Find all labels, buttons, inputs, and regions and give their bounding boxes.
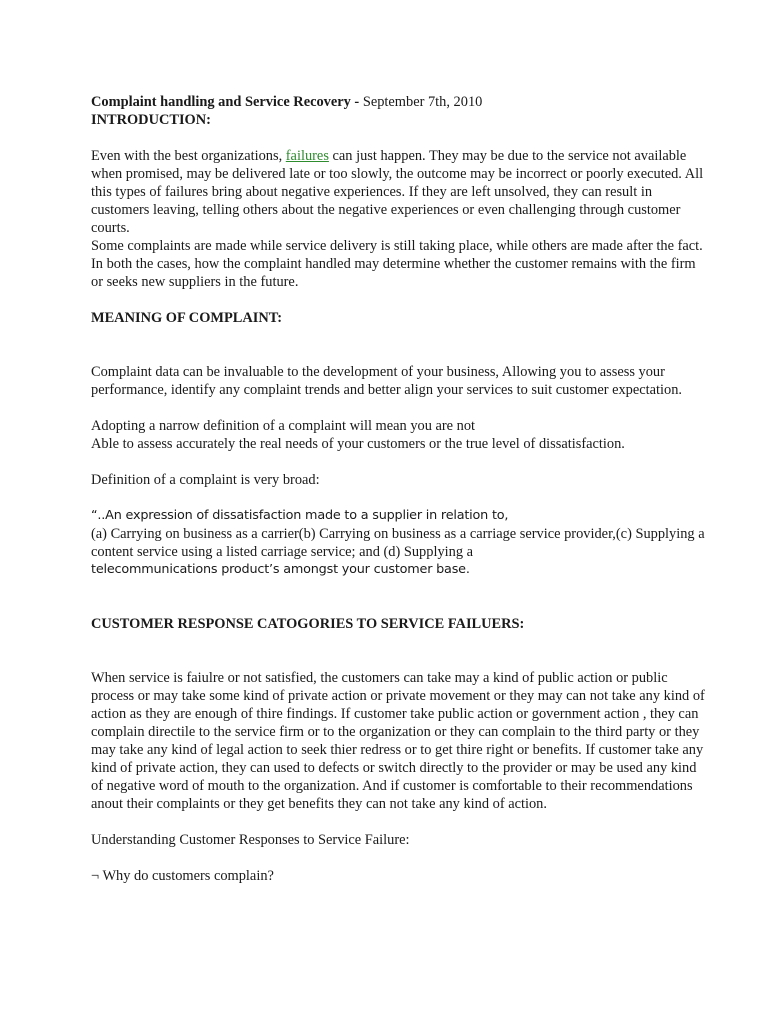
quote-body: (a) Carrying on business as a carrier(b) Carrying on business as a carriage service provider,(c) Supplying a content service using a listed carriage service; and (d) Supplying a bbox=[91, 526, 705, 560]
intro-paragraph-2: Some complaints are made while service delivery is still taking place, while others are made after the fact. In both the cases, how the complaint handled may determine whether the customer remains with the firm or seeks new suppliers in the future. bbox=[91, 238, 703, 290]
intro-text-start: Even with the best organizations, bbox=[91, 148, 286, 164]
quote-line-last: telecommunications product’s amongst your customer base. bbox=[91, 562, 470, 577]
document-date: September 7th, 2010 bbox=[362, 94, 483, 110]
document-title: Complaint handling and Service Recovery - bbox=[91, 94, 363, 110]
failures-link[interactable]: failures bbox=[285, 148, 329, 164]
response-heading: CUSTOMER RESPONSE CATOGORIES TO SERVICE FAILUERS: bbox=[91, 616, 525, 632]
quote-line-1: “..An expression of dissatisfaction made to a supplier in relation to, bbox=[91, 508, 509, 523]
why-complain-item: ¬ Why do customers complain? bbox=[91, 868, 274, 884]
meaning-paragraph-2-line-2: Able to assess accurately the real needs of your customers or the true level of dissatisfaction. bbox=[91, 436, 625, 452]
intro-heading: INTRODUCTION: bbox=[91, 112, 211, 128]
meaning-paragraph-1: Complaint data can be invaluable to the development of your business, Allowing you to assess your performance, identify any complaint trends and better align your services to suit customer expectation. bbox=[91, 364, 683, 398]
definition-intro: Definition of a complaint is very broad: bbox=[91, 472, 320, 488]
understanding-heading: Understanding Customer Responses to Service Failure: bbox=[91, 832, 410, 848]
meaning-paragraph-2-line-1: Adopting a narrow definition of a complaint will mean you are not bbox=[91, 418, 476, 434]
meaning-heading: MEANING OF COMPLAINT: bbox=[91, 310, 283, 326]
response-paragraph: When service is faiulre or not satisfied, the customers can take may a kind of public action or public process or may take some kind of private action or private movement or they may can not take any kind of action as they are enough of thire findings. If customer take public action or government action , they can complain directile to the service firm or to the organization or they can complain to the third party or they may take any kind of legal action to seek thier redress or to get thire right or benefits. If customer take any kind of private action, they can used to defects or switch directly to the provider or may be used any kind of negative word of mouth to the organization. And if customer is comfortable to their recommendations anout their complaints or they get benefits they can not take any kind of action. bbox=[91, 670, 705, 812]
intro-text-end: can just happen. They may be due to the service not available when promised, may be delivered late or too slowly, the outcome may be incorrect or poorly executed. All this types of failures bring about negative experiences. If they are left unsolved, they can result in customers leaving, telling others about the negative experiences or even challenging through customer courts. bbox=[91, 148, 704, 236]
document-title-line bbox=[91, 93, 708, 111]
intro-paragraph-1 bbox=[91, 147, 708, 237]
